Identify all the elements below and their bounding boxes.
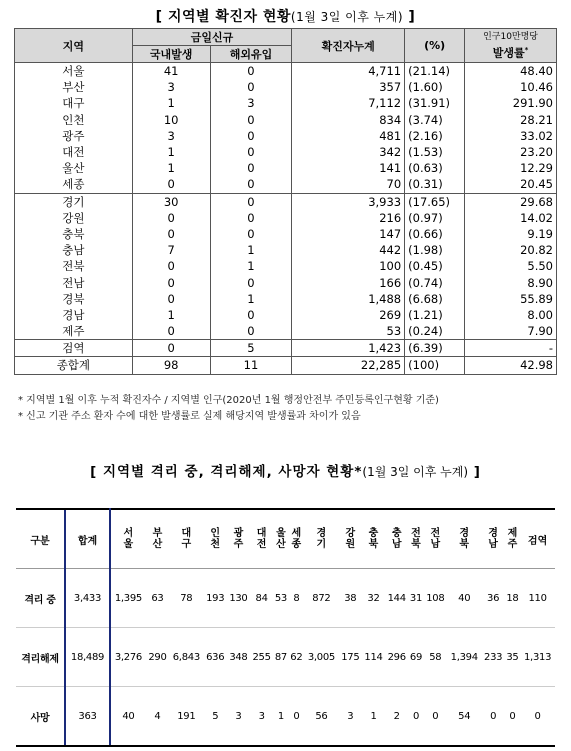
value-cell: 0 (408, 687, 423, 747)
cumulative-cell: 147 (292, 226, 405, 242)
table-row (15, 323, 557, 340)
value-cell: 872 (304, 569, 339, 628)
row-label: 격리해제 (16, 628, 65, 687)
domestic-cell: 0 (132, 323, 210, 340)
value-cell: 0 (482, 687, 505, 747)
pct-cell: (0.66) (405, 226, 465, 242)
region-cell: 경남 (15, 307, 133, 323)
header-region (339, 509, 362, 569)
header-cumulative: 확진자누계 (292, 29, 405, 63)
pct-cell: (0.97) (405, 210, 465, 226)
header-label: 전북 (411, 528, 421, 550)
region-cell: 충남 (15, 242, 133, 258)
header-label: 충남 (391, 528, 402, 550)
title2-sub: (1월 3일 이후 누계) (362, 465, 469, 479)
footnotes (18, 393, 439, 425)
header-region (505, 509, 520, 569)
isolation-status-table (16, 508, 555, 747)
header-pct: (%) (405, 29, 465, 63)
header-region (304, 509, 339, 569)
pct-cell: (100) (405, 357, 465, 374)
header-label: 광주 (233, 528, 244, 550)
header-label: 경북 (459, 528, 470, 550)
region-cell: 인천 (15, 112, 133, 128)
value-cell: 130 (227, 569, 250, 628)
pct-cell: (6.39) (405, 340, 465, 357)
value-cell: 0 (289, 687, 304, 747)
header-per100k-mark: * (524, 46, 529, 55)
overseas-cell: 1 (210, 258, 292, 274)
cumulative-cell: 357 (292, 79, 405, 95)
header-label: 대구 (181, 528, 192, 550)
rate-cell: 55.89 (465, 291, 557, 307)
domestic-cell: 1 (132, 307, 210, 323)
table-row (15, 258, 557, 274)
table-row (15, 176, 557, 193)
cumulative-cell: 141 (292, 160, 405, 176)
value-cell: 255 (250, 628, 273, 687)
rate-cell: 23.20 (465, 144, 557, 160)
domestic-cell: 0 (132, 340, 210, 357)
domestic-cell: 0 (132, 176, 210, 193)
header-region (227, 509, 250, 569)
row-label: 사망 (16, 687, 65, 747)
overseas-cell: 0 (210, 193, 292, 210)
region-cases-title (0, 6, 571, 26)
pct-cell: (0.45) (405, 258, 465, 274)
cumulative-cell: 22,285 (292, 357, 405, 374)
pct-cell: (0.74) (405, 274, 465, 290)
domestic-cell: 0 (132, 210, 210, 226)
value-cell: 4 (146, 687, 169, 747)
rate-cell: 28.21 (465, 112, 557, 128)
region-cell: 전남 (15, 274, 133, 290)
title2-main: [ 지역별 격리 중, 격리해제, 사망자 현황 (90, 464, 355, 480)
table-row (15, 63, 557, 80)
value-cell: 40 (447, 569, 482, 628)
value-cell: 3 (250, 687, 273, 747)
title2-star: * (354, 464, 363, 480)
region-cell: 대구 (15, 95, 133, 111)
rate-cell: 9.19 (465, 226, 557, 242)
cumulative-cell: 100 (292, 258, 405, 274)
header-label: 서울 (123, 528, 134, 550)
domestic-cell: 7 (132, 242, 210, 258)
overseas-cell: 5 (210, 340, 292, 357)
region-cell: 검역 (15, 340, 133, 357)
header-region (273, 509, 288, 569)
domestic-cell: 30 (132, 193, 210, 210)
rate-cell: 8.00 (465, 307, 557, 323)
rate-cell: 8.90 (465, 274, 557, 290)
table-row (16, 628, 555, 687)
region-cell: 전북 (15, 258, 133, 274)
table-row (16, 687, 555, 747)
value-cell: 3,276 (110, 628, 146, 687)
value-cell: 108 (424, 569, 447, 628)
table-row (15, 193, 557, 210)
value-cell: 6,843 (169, 628, 204, 687)
value-cell: 348 (227, 628, 250, 687)
rate-cell: 42.98 (465, 357, 557, 374)
cumulative-cell: 216 (292, 210, 405, 226)
overseas-cell: 3 (210, 95, 292, 111)
header-label: 제주 (507, 528, 518, 550)
pct-cell: (1.21) (405, 307, 465, 323)
domestic-cell: 1 (132, 144, 210, 160)
value-cell: 290 (146, 628, 169, 687)
pct-cell: (31.91) (405, 95, 465, 111)
domestic-cell: 41 (132, 63, 210, 80)
value-cell: 0 (424, 687, 447, 747)
value-cell: 56 (304, 687, 339, 747)
header-today-new: 금일신규 (132, 29, 292, 46)
value-cell: 110 (520, 569, 555, 628)
domestic-cell: 0 (132, 274, 210, 290)
table-row (15, 357, 557, 374)
title-sub: (1월 3일 이후 누계) (290, 10, 404, 24)
row-label: 격리 중 (16, 569, 65, 628)
table-row (15, 112, 557, 128)
header-label: 충북 (368, 528, 379, 550)
table-row (16, 569, 555, 628)
header-category: 구분 (16, 509, 65, 569)
value-cell: 0 (505, 687, 520, 747)
overseas-cell: 0 (210, 226, 292, 242)
rate-cell: 48.40 (465, 63, 557, 80)
pct-cell: (3.74) (405, 112, 465, 128)
value-cell: 18 (505, 569, 520, 628)
header-label: 전남 (430, 528, 441, 550)
value-cell: 5 (204, 687, 227, 747)
cumulative-cell: 53 (292, 323, 405, 340)
cumulative-cell: 834 (292, 112, 405, 128)
value-cell: 1,394 (447, 628, 482, 687)
region-cell: 서울 (15, 63, 133, 80)
pct-cell: (0.63) (405, 160, 465, 176)
value-cell: 1,313 (520, 628, 555, 687)
header-region (250, 509, 273, 569)
domestic-cell: 0 (132, 226, 210, 242)
value-cell: 144 (385, 569, 408, 628)
value-cell: 3 (227, 687, 250, 747)
rate-cell: 29.68 (465, 193, 557, 210)
value-cell: 87 (273, 628, 288, 687)
value-cell: 193 (204, 569, 227, 628)
cumulative-cell: 166 (292, 274, 405, 290)
pct-cell: (17.65) (405, 193, 465, 210)
value-cell: 8 (289, 569, 304, 628)
cumulative-cell: 3,933 (292, 193, 405, 210)
header-region (424, 509, 447, 569)
table-row (15, 144, 557, 160)
total-cell: 363 (65, 687, 110, 747)
pct-cell: (0.31) (405, 176, 465, 193)
header-region: 지역 (15, 29, 133, 63)
region-cell: 대전 (15, 144, 133, 160)
value-cell: 62 (289, 628, 304, 687)
region-cell: 광주 (15, 128, 133, 144)
total-cell: 18,489 (65, 628, 110, 687)
value-cell: 40 (110, 687, 146, 747)
domestic-cell: 0 (132, 291, 210, 307)
domestic-cell: 1 (132, 95, 210, 111)
header-region (204, 509, 227, 569)
region-cell: 종합계 (15, 357, 133, 374)
header-overseas: 해외유입 (210, 46, 292, 63)
value-cell: 78 (169, 569, 204, 628)
title2-close: ] (468, 464, 481, 480)
pct-cell: (2.16) (405, 128, 465, 144)
overseas-cell: 0 (210, 274, 292, 290)
domestic-cell: 10 (132, 112, 210, 128)
header-region (169, 509, 204, 569)
header-region (385, 509, 408, 569)
rate-cell: 5.50 (465, 258, 557, 274)
value-cell: 69 (408, 628, 423, 687)
value-cell: 58 (424, 628, 447, 687)
cumulative-cell: 1,423 (292, 340, 405, 357)
header-per100k-bottom: 발생률 (492, 46, 525, 60)
table-row (15, 210, 557, 226)
cumulative-cell: 442 (292, 242, 405, 258)
header-label: 세종 (291, 528, 302, 550)
pct-cell: (6.68) (405, 291, 465, 307)
value-cell: 175 (339, 628, 362, 687)
header-label: 인천 (210, 528, 221, 550)
table-row (15, 128, 557, 144)
total-cell: 3,433 (65, 569, 110, 628)
rate-cell: 10.46 (465, 79, 557, 95)
isolation-status-title (0, 460, 571, 480)
cumulative-cell: 7,112 (292, 95, 405, 111)
header-label: 강원 (345, 528, 356, 550)
region-cell: 강원 (15, 210, 133, 226)
cumulative-cell: 481 (292, 128, 405, 144)
table-row (15, 307, 557, 323)
table-row (15, 79, 557, 95)
table-row (15, 95, 557, 111)
rate-cell: 7.90 (465, 323, 557, 340)
table-row (15, 226, 557, 242)
overseas-cell: 0 (210, 323, 292, 340)
value-cell: 1 (273, 687, 288, 747)
header-label: 울산 (276, 528, 286, 550)
header-region (362, 509, 385, 569)
overseas-cell: 0 (210, 79, 292, 95)
value-cell: 191 (169, 687, 204, 747)
header-region (447, 509, 482, 569)
header-domestic: 국내발생 (132, 46, 210, 63)
header-region: 검역 (520, 509, 555, 569)
table-row (15, 160, 557, 176)
value-cell: 3 (339, 687, 362, 747)
overseas-cell: 0 (210, 307, 292, 323)
region-cell: 경기 (15, 193, 133, 210)
cumulative-cell: 1,488 (292, 291, 405, 307)
region-cell: 울산 (15, 160, 133, 176)
overseas-cell: 1 (210, 291, 292, 307)
pct-cell: (21.14) (405, 63, 465, 80)
value-cell: 1 (362, 687, 385, 747)
value-cell: 31 (408, 569, 423, 628)
rate-cell: 14.02 (465, 210, 557, 226)
value-cell: 1,395 (110, 569, 146, 628)
region-cell: 부산 (15, 79, 133, 95)
pct-cell: (1.60) (405, 79, 465, 95)
header-label: 경남 (488, 528, 498, 550)
cumulative-cell: 342 (292, 144, 405, 160)
header-region (482, 509, 505, 569)
footnote-1: * 지역별 1월 이후 누적 확진자수 / 지역별 인구(2020년 1월 행정안전부 주민등록인구현황 기준) (18, 395, 439, 406)
domestic-cell: 98 (132, 357, 210, 374)
value-cell: 36 (482, 569, 505, 628)
value-cell: 636 (204, 628, 227, 687)
table-row (15, 291, 557, 307)
table-row (15, 274, 557, 290)
region-cell: 충북 (15, 226, 133, 242)
cumulative-cell: 4,711 (292, 63, 405, 80)
rate-cell: 12.29 (465, 160, 557, 176)
region-cell: 경북 (15, 291, 133, 307)
value-cell: 35 (505, 628, 520, 687)
header-region (146, 509, 169, 569)
overseas-cell: 0 (210, 128, 292, 144)
overseas-cell: 0 (210, 112, 292, 128)
rate-cell: 291.90 (465, 95, 557, 111)
overseas-cell: 11 (210, 357, 292, 374)
value-cell: 3,005 (304, 628, 339, 687)
region-cell: 세종 (15, 176, 133, 193)
value-cell: 38 (339, 569, 362, 628)
overseas-cell: 0 (210, 144, 292, 160)
rate-cell: 20.45 (465, 176, 557, 193)
cumulative-cell: 70 (292, 176, 405, 193)
region-cases-table (14, 28, 557, 375)
value-cell: 0 (520, 687, 555, 747)
overseas-cell: 1 (210, 242, 292, 258)
value-cell: 114 (362, 628, 385, 687)
value-cell: 84 (250, 569, 273, 628)
value-cell: 53 (273, 569, 288, 628)
domestic-cell: 0 (132, 258, 210, 274)
header-label: 경기 (316, 528, 327, 550)
rate-cell: 20.82 (465, 242, 557, 258)
header-region (408, 509, 423, 569)
value-cell: 63 (146, 569, 169, 628)
header-total: 합계 (65, 509, 110, 569)
value-cell: 2 (385, 687, 408, 747)
header-per100k (465, 29, 557, 63)
overseas-cell: 0 (210, 176, 292, 193)
header-label: 부산 (152, 528, 163, 550)
rate-cell: 33.02 (465, 128, 557, 144)
overseas-cell: 0 (210, 63, 292, 80)
footnote-2: * 신고 기관 주소 환자 수에 대한 발생률로 실제 해당지역 발생률과 차이가 있음 (18, 411, 361, 422)
value-cell: 54 (447, 687, 482, 747)
table-row (15, 242, 557, 258)
title-close: ] (403, 9, 416, 25)
rate-cell: - (465, 340, 557, 357)
header-region (110, 509, 146, 569)
header-per100k-top: 인구10만명당 (483, 32, 539, 43)
domestic-cell: 3 (132, 128, 210, 144)
pct-cell: (1.53) (405, 144, 465, 160)
domestic-cell: 3 (132, 79, 210, 95)
value-cell: 233 (482, 628, 505, 687)
pct-cell: (1.98) (405, 242, 465, 258)
cumulative-cell: 269 (292, 307, 405, 323)
table-row (15, 340, 557, 357)
region-cell: 제주 (15, 323, 133, 340)
overseas-cell: 0 (210, 210, 292, 226)
title-main: [ 지역별 확진자 현황 (155, 9, 291, 25)
header-region (289, 509, 304, 569)
domestic-cell: 1 (132, 160, 210, 176)
value-cell: 296 (385, 628, 408, 687)
pct-cell: (0.24) (405, 323, 465, 340)
header-label: 대전 (256, 528, 267, 550)
value-cell: 32 (362, 569, 385, 628)
overseas-cell: 0 (210, 160, 292, 176)
